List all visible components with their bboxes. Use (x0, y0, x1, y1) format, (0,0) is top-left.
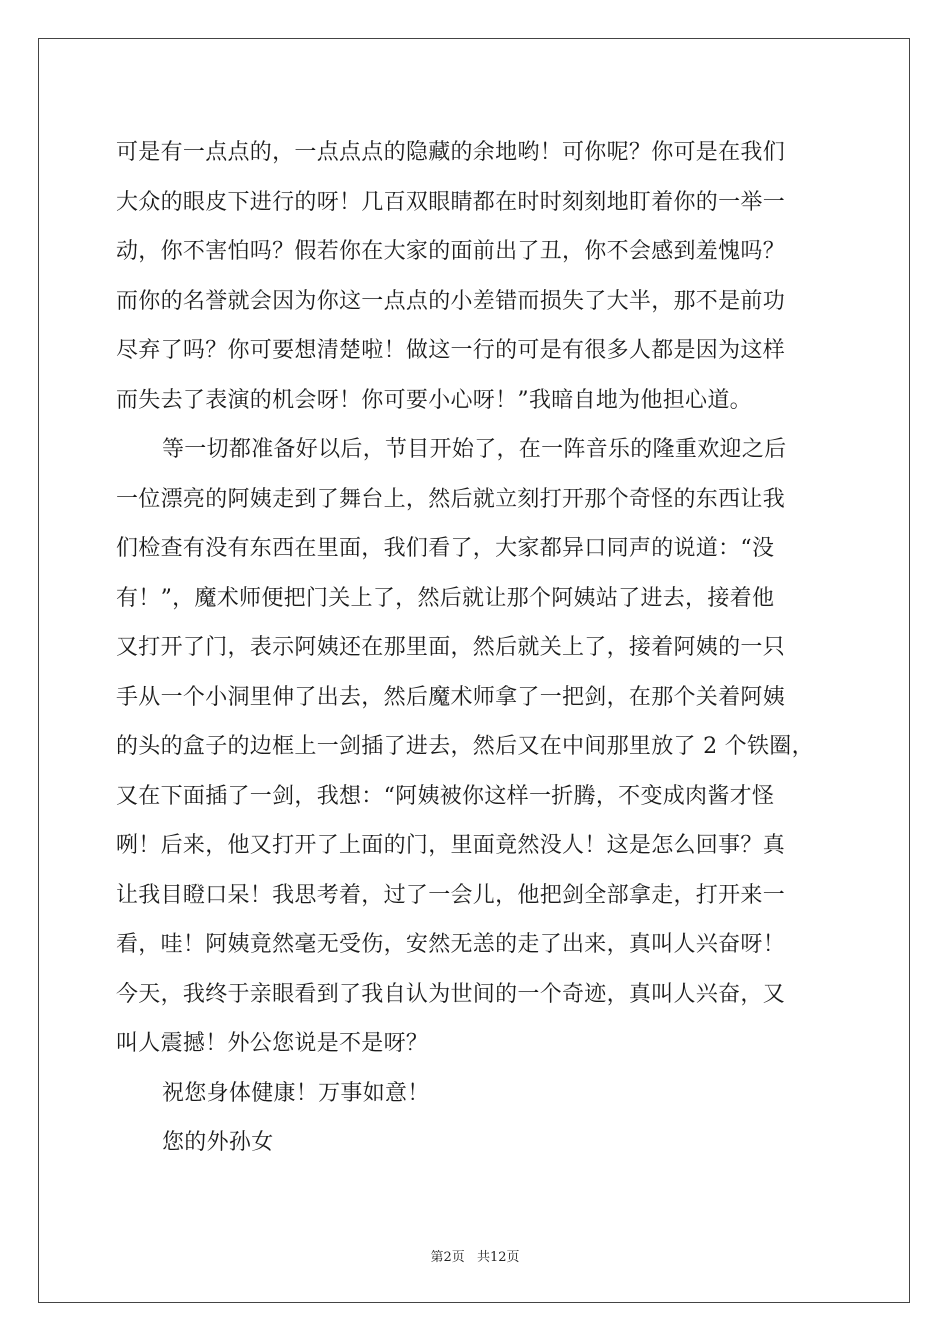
text-line: 看，哇！阿姨竟然毫无受伤，安然无恙的走了出来，真叫人兴奋呀！ (116, 932, 786, 957)
text-line: 叫人震撼！外公您说是不是呀？ (116, 1031, 429, 1056)
text-line: 祝您身体健康！万事如意！ (162, 1080, 430, 1106)
text-line: 们检查有没有东西在里面，我们看了，大家都异口同声的说道：“没 (116, 536, 775, 561)
text-line: 而你的名誉就会因为你这一点点的小差错而损失了大半，那不是前功 (116, 288, 786, 314)
text-line: 有！”，魔术师便把门关上了，然后就让那个阿姨站了进去，接着他 (116, 585, 775, 611)
text-line: 等一切都准备好以后，节目开始了，在一阵音乐的隆重欢迎之后 (162, 437, 787, 462)
text-line: 让我目瞪口呆！我思考着，过了一会儿，他把剑全部拿走，打开来一 (116, 882, 786, 908)
text-line: 咧！后来，他又打开了上面的门，里面竟然没人！这是怎么回事？真 (116, 833, 786, 858)
text-line: 可是有一点点的，一点点点的隐藏的余地哟！可你呢？你可是在我们 (116, 140, 786, 165)
document-body (116, 128, 836, 1168)
page-footer (0, 1246, 950, 1265)
text-line: 您的外孙女 (162, 1130, 274, 1155)
text-line: 动，你不害怕吗？假若你在大家的面前出了丑，你不会感到羞愧吗？ (116, 239, 786, 264)
page-total: 共12页 (476, 1250, 520, 1265)
text-line: 又在下面插了一剑，我想：“阿姨被你这样一折腾，不变成肉酱才怪 (116, 783, 775, 809)
text-line: 一位漂亮的阿姨走到了舞台上，然后就立刻打开那个奇怪的东西让我 (116, 486, 786, 512)
text-line: 的头的盒子的边框上一剑插了进去，然后又在中间那里放了 2 个铁圈， (116, 734, 814, 759)
text-line: 今天，我终于亲眼看到了我自认为世间的一个奇迹，真叫人兴奋，又 (116, 981, 786, 1007)
text-line: 又打开了门，表示阿姨还在那里面，然后就关上了，接着阿姨的一只 (116, 635, 786, 660)
text-line: 手从一个小洞里伸了出去，然后魔术师拿了一把剑，在那个关着阿姨 (116, 684, 786, 710)
text-line: 大众的眼皮下进行的呀！几百双眼睛都在时时刻刻地盯着你的一举一 (116, 189, 786, 215)
text-line: 而失去了表演的机会呀！你可要小心呀！”我暗自地为他担心道。 (116, 387, 752, 413)
text-line: 尽弃了吗？你可要想清楚啦！做这一行的可是有很多人都是因为这样 (116, 338, 786, 363)
page-number: 第2页 (430, 1250, 465, 1265)
